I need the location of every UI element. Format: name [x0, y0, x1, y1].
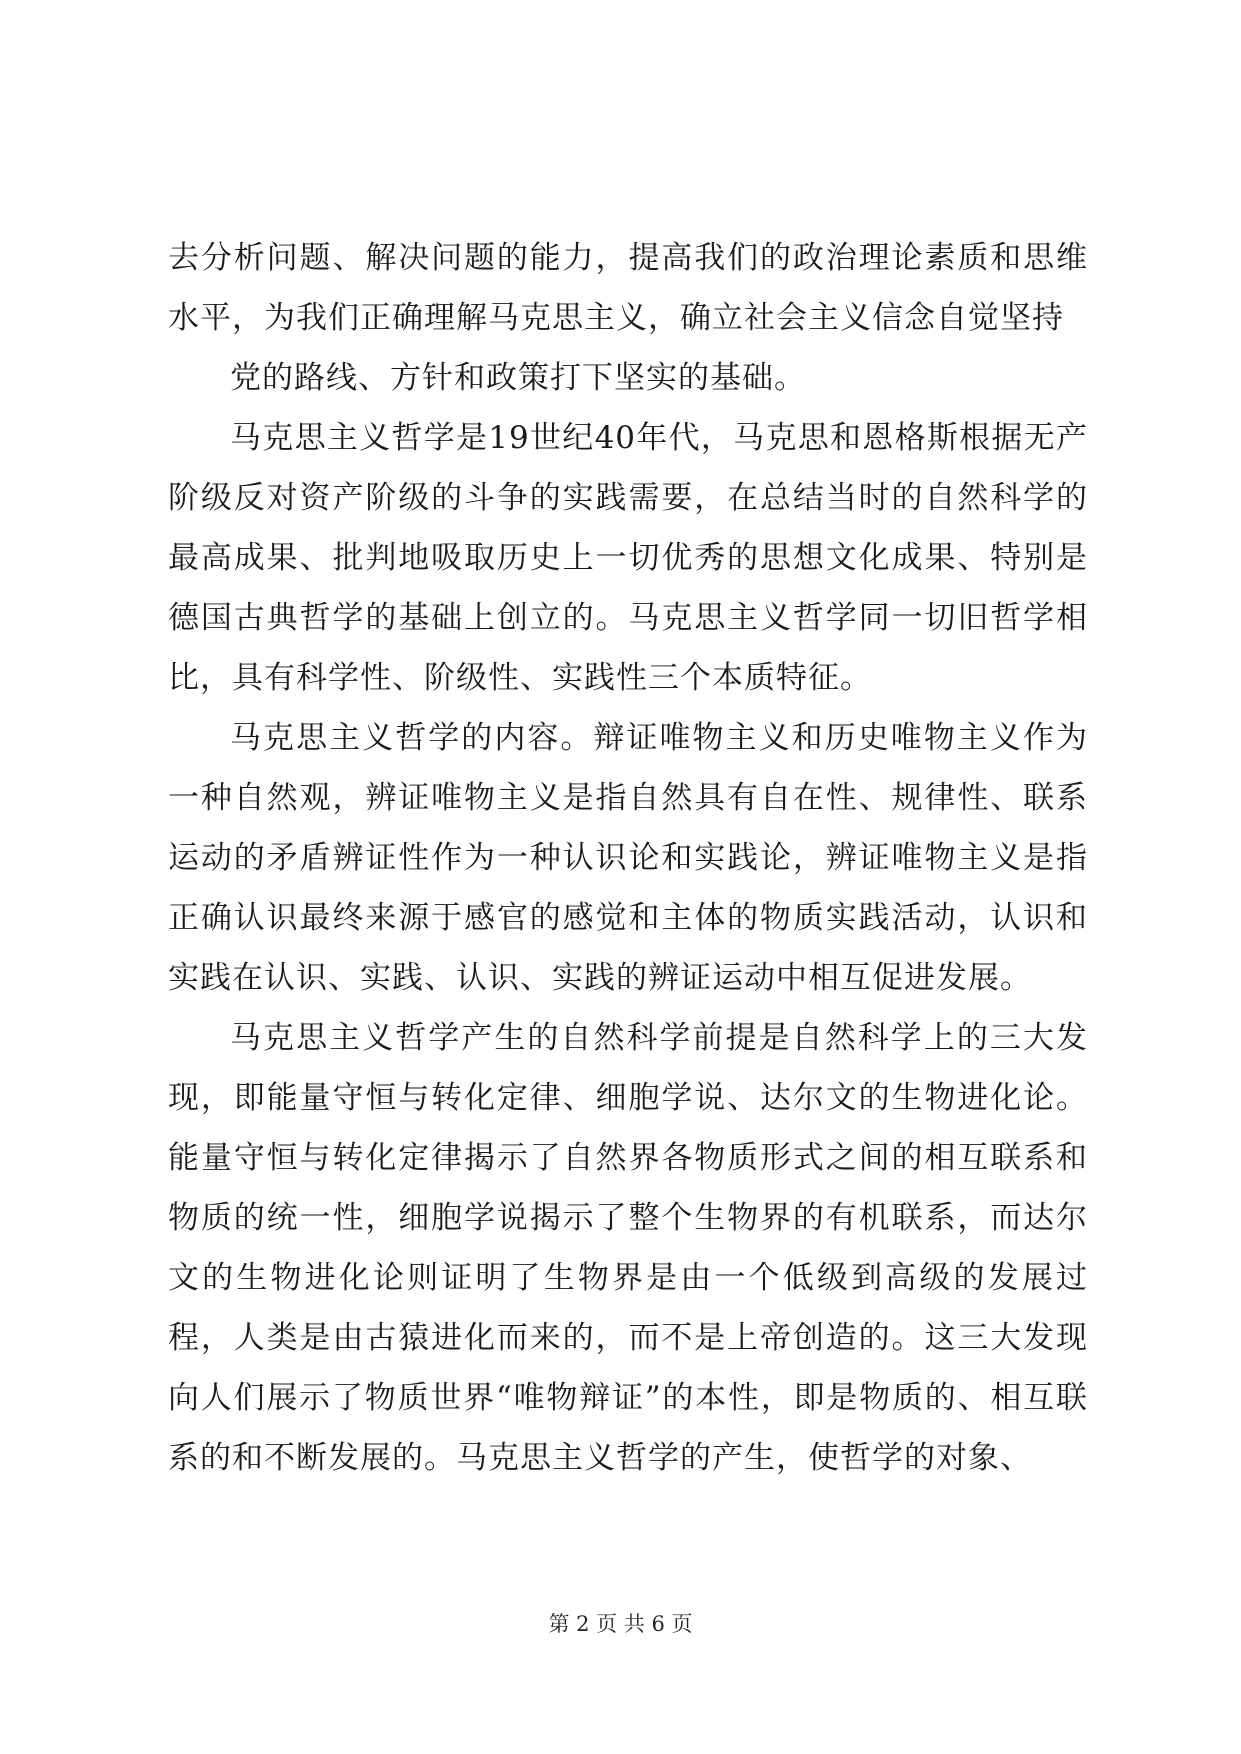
paragraph-1: 去分析问题、解决问题的能力，提高我们的政治理论素质和思维水平，为我们正确理解马克思主义，确立社会主义信念自觉坚持	[168, 240, 1088, 336]
paragraph-5: 马克思主义哲学产生的自然科学前提是自然科学上的三大发现，即能量守恒与转化定律、细胞学说、达尔文的生物进化论。能量守恒与转化定律揭示了自然界各物质形式之间的相互联系和物质的统一性，细胞学说揭示了整个生物界的有机联系，而达尔文的生物进化论则证明了生物界是由一个低级到高级的发展过程，人类是由古猿进化而来的，而不是上帝创造的。这三大发现向人们展示了物质世界“唯物辩证”的本性，即是物质的、相互联系的和不断发展的。马克思主义哲学的产生，使哲学的对象、	[168, 1020, 1088, 1476]
paragraph-3: 马克思主义哲学是19世纪40年代，马克思和恩格斯根据无产阶级反对资产阶级的斗争的实践需要，在总结当时的自然科学的最高成果、批判地吸取历史上一切优秀的思想文化成果、特别是德国古典哲学的基础上创立的。马克思主义哲学同一切旧哲学相比，具有科学性、阶级性、实践性三个本质特征。	[168, 420, 1088, 696]
paragraph-2: 党的路线、方针和政策打下坚实的基础。	[230, 360, 806, 396]
paragraph-4: 马克思主义哲学的内容。辩证唯物主义和历史唯物主义作为一种自然观，辨证唯物主义是指自然具有自在性、规律性、联系运动的矛盾辨证性作为一种认识论和实践论，辨证唯物主义是指正确认识最终来源于感官的感觉和主体的物质实践活动，认识和实践在认识、实践、认识、实践的辨证运动中相互促进发展。	[168, 720, 1088, 996]
page-number-footer: 第 2 页 共 6 页	[548, 1612, 693, 1636]
document-body	[168, 228, 1088, 1488]
